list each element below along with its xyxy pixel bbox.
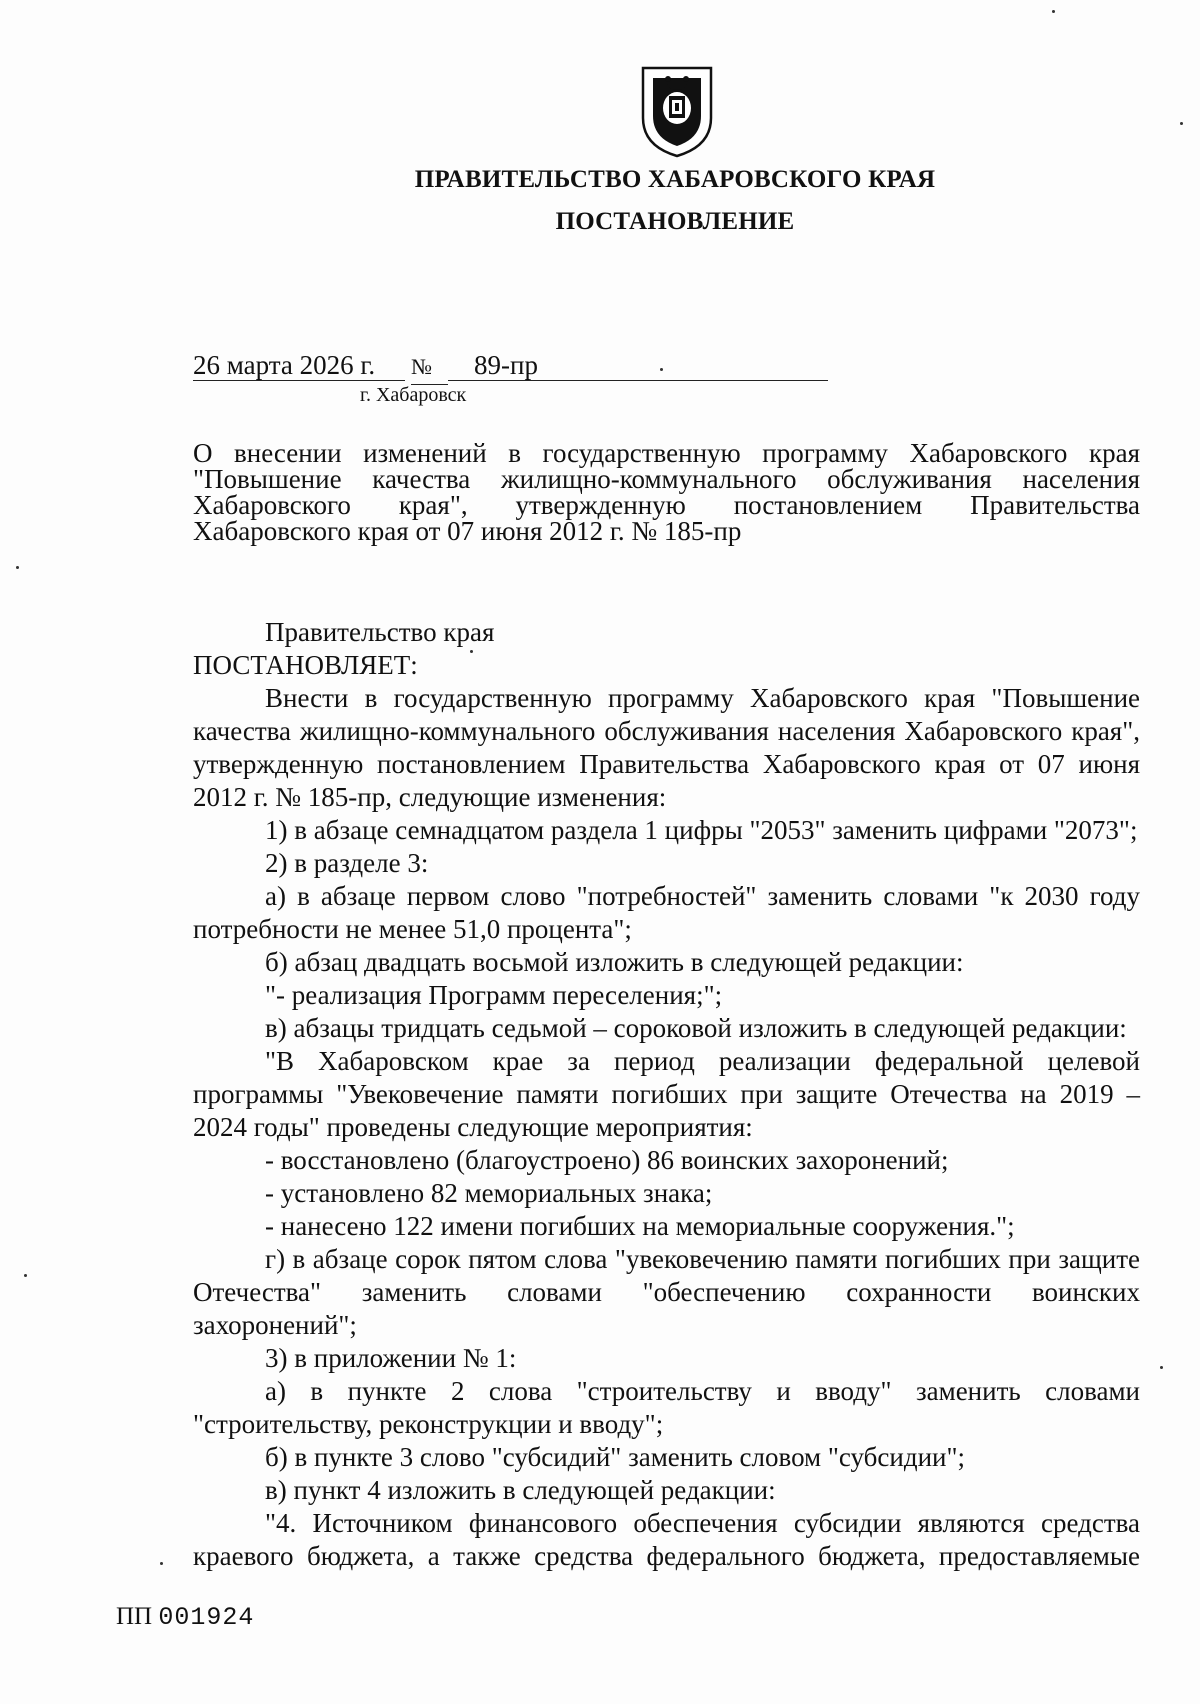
paragraph: 3) в приложении № 1: — [265, 1343, 517, 1373]
paragraph: в) абзацы тридцать седьмой – сороковой изложить в следующей редакции: — [265, 1013, 1127, 1043]
document-type: ПОСТАНОВЛЕНИЕ — [555, 208, 795, 235]
scan-speck — [160, 1562, 163, 1565]
paragraph: - нанесено 122 имени погибших на мемориальные сооружения."; — [265, 1211, 1015, 1241]
paragraph: "4. Источником финансового обеспечения субсидии являются средства краевого бюджета, а также средства федерального бюджета, предоставляемые — [193, 1508, 1140, 1571]
paragraph: 1) в абзаце семнадцатом раздела 1 цифры "2053" заменить цифрами "2073"; — [265, 815, 1138, 845]
paragraph: 2) в разделе 3: — [265, 848, 429, 878]
scan-speck — [24, 1274, 27, 1277]
paragraph: ПОСТАНОВЛЯЕТ: — [193, 650, 418, 680]
paragraph: Внести в государственную программу Хабаровского края "Повышение качества жилищно-коммунального обслуживания населения Хабаровского края", утвержденную постановлением Правительства Хабаровского края от 07 июня 2012 г. № 185-пр, следующие изменения: — [193, 683, 1140, 812]
form-series: ПП — [116, 1603, 153, 1630]
document-body — [193, 616, 1140, 1573]
document-number: 89-пр — [448, 350, 828, 381]
paragraph: Правительство края — [265, 617, 495, 647]
number-sign: № — [411, 350, 448, 385]
paragraph: а) в абзаце первом слово "потребностей" заменить словами "к 2030 году потребности не менее 51,0 процента"; — [193, 881, 1140, 944]
paragraph: "- реализация Программ переселения;"; — [265, 980, 723, 1010]
paragraph: а) в пункте 2 слова "строительству и вводу" заменить словами "строительству, реконструкции и вводу"; — [193, 1376, 1140, 1439]
document-title: О внесении изменений в государственную программу Хабаровского края "Повышение качества жилищно-коммунального обслуживания населения Хабаровского края", утвержденную постановлением Правительства Хабаровского края от 07 июня 2012 г. № 185-пр — [193, 438, 1140, 546]
document-city: г. Хабаровск — [360, 384, 467, 406]
scan-speck — [470, 650, 473, 653]
paragraph: б) в пункте 3 слово "субсидий" заменить словом "субсидии"; — [265, 1442, 966, 1472]
scan-speck — [660, 368, 663, 371]
paragraph: г) в абзаце сорок пятом слова "увековечению памяти погибших при защите Отечества" заменить словами "обеспечению сохранности воинских захоронений"; — [193, 1244, 1140, 1340]
paragraph: "В Хабаровском крае за период реализации федеральной целевой программы "Увековечение памяти погибших при защите Отечества на 2019 – 2024 годы" проведены следующие мероприятия: — [193, 1046, 1140, 1142]
scan-speck — [1180, 122, 1183, 125]
paragraph: - восстановлено (благоустроено) 86 воинских захоронений; — [265, 1145, 949, 1175]
paragraph: в) пункт 4 изложить в следующей редакции: — [265, 1475, 776, 1505]
paragraph: - установлено 82 мемориальных знака; — [265, 1178, 713, 1208]
coat-of-arms-icon — [637, 60, 717, 160]
organization-name: ПРАВИТЕЛЬСТВО ХАБАРОВСКОГО КРАЯ — [414, 166, 936, 193]
scan-speck — [1052, 10, 1055, 13]
form-serial — [116, 1603, 254, 1632]
scan-speck — [16, 566, 19, 569]
form-serial-number: 001924 — [158, 1603, 255, 1632]
document-date: 26 марта 2026 г. — [193, 350, 405, 381]
scan-speck — [1160, 1366, 1163, 1369]
paragraph: б) абзац двадцать восьмой изложить в следующей редакции: — [265, 947, 964, 977]
